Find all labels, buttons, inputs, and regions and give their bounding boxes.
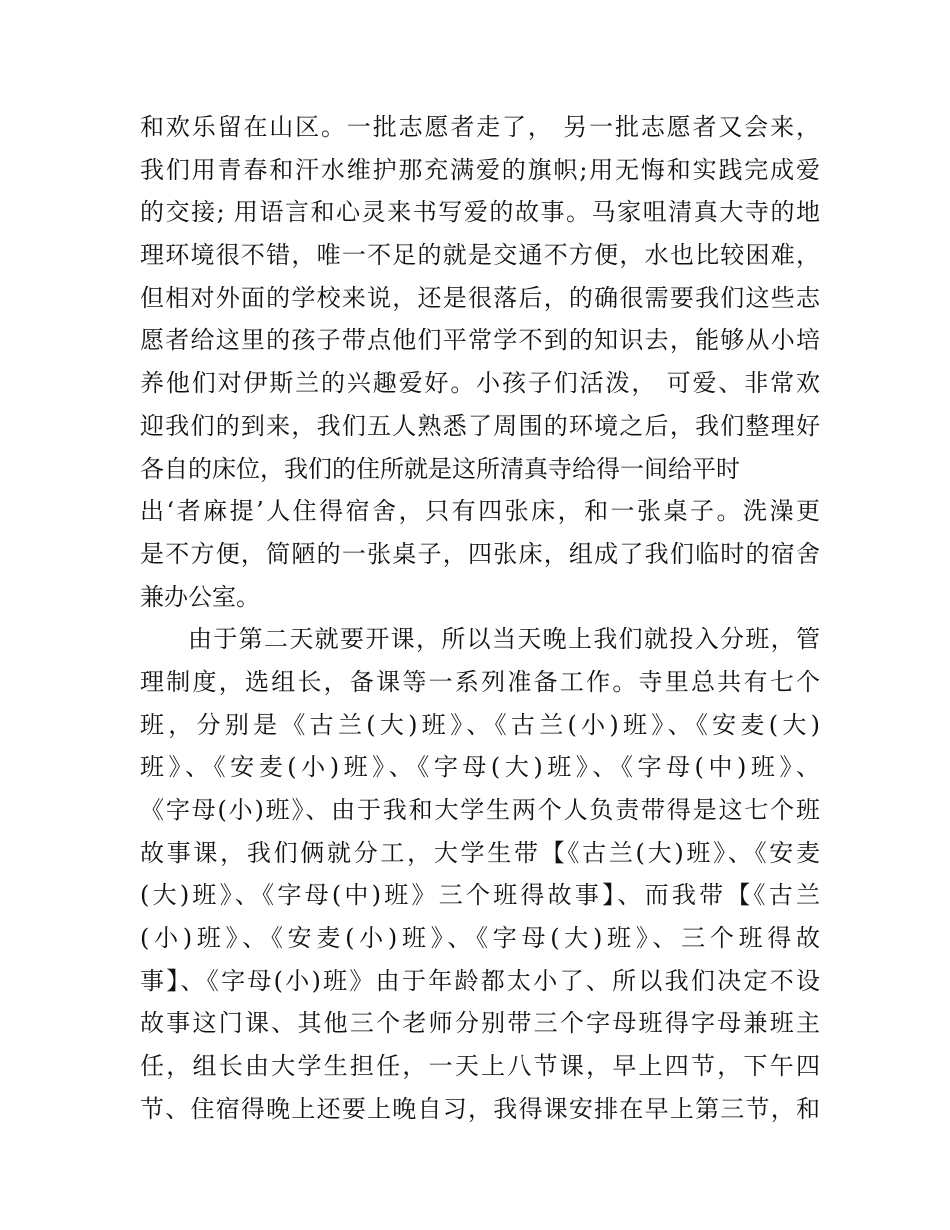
text-line: 是不方便，简陋的一张桌子，四张床，组成了我们临时的宿舍 <box>140 539 820 568</box>
text-line: 愿者给这里的孩子带点他们平常学不到的知识去，能够从小培 <box>140 326 820 355</box>
text-line: (大)班》、《字母(中)班》三个班得故事】、而我带【《古兰 <box>140 881 820 910</box>
text-line: 任，组长由大学生担任，一天上八节课，早上四节，下午四 <box>140 1052 820 1081</box>
text-line: 理环境很不错，唯一不足的就是交通不方便，水也比较困难， <box>140 241 820 270</box>
body-text <box>140 106 820 1131</box>
text-line: 理制度，选组长，备课等一系列准备工作。寺里总共有七个 <box>140 667 820 696</box>
text-line: 各自的床位，我们的住所就是这所清真寺给得一间给平时 <box>140 454 740 483</box>
text-line: 兼办公室。 <box>140 582 260 611</box>
text-line: 节、住宿得晚上还要上晚自习，我得课安排在早上第三节，和 <box>140 1094 820 1123</box>
text-line: (小)班》、《安麦(小)班》、《字母(大)班》、三个班得故 <box>140 924 820 953</box>
text-line: 班》、《安麦(小)班》、《字母(大)班》、《字母(中)班》、 <box>140 753 820 782</box>
text-line: 迎我们的到来，我们五人熟悉了周围的环境之后，我们整理好 <box>140 411 820 440</box>
text-line: 我们用青春和汗水维护那充满爱的旗帜;用无悔和实践完成爱 <box>140 155 820 184</box>
text-line: 故事课，我们俩就分工，大学生带【《古兰(大)班》、《安麦 <box>140 838 820 867</box>
text-line: 事】、《字母(小)班》由于年龄都太小了、所以我们决定不设 <box>140 966 820 995</box>
text-line: 的交接; 用语言和心灵来书写爱的故事。马家咀清真大寺的地 <box>140 198 820 227</box>
text-line: 出‘者麻提’人住得宿舍，只有四张床，和一张桌子。洗澡更 <box>140 497 820 526</box>
text-line: 和欢乐留在山区。一批志愿者走了， 另一批志愿者又会来， <box>140 113 820 141</box>
text-line: 故事这门课、其他三个老师分别带三个字母班得字母兼班主 <box>140 1009 820 1038</box>
text-line: 养他们对伊斯兰的兴趣爱好。小孩子们活泼， 可爱、非常欢 <box>140 369 820 398</box>
text-line: 班，分别是《古兰(大)班》、《古兰(小)班》、《安麦(大) <box>140 710 820 739</box>
text-line: 由于第二天就要开课，所以当天晚上我们就投入分班，管 <box>188 625 820 654</box>
text-line: 但相对外面的学校来说，还是很落后，的确很需要我们这些志 <box>140 283 820 312</box>
text-line: 《字母(小)班》、由于我和大学生两个人负责带得是这七个班 <box>140 796 820 824</box>
